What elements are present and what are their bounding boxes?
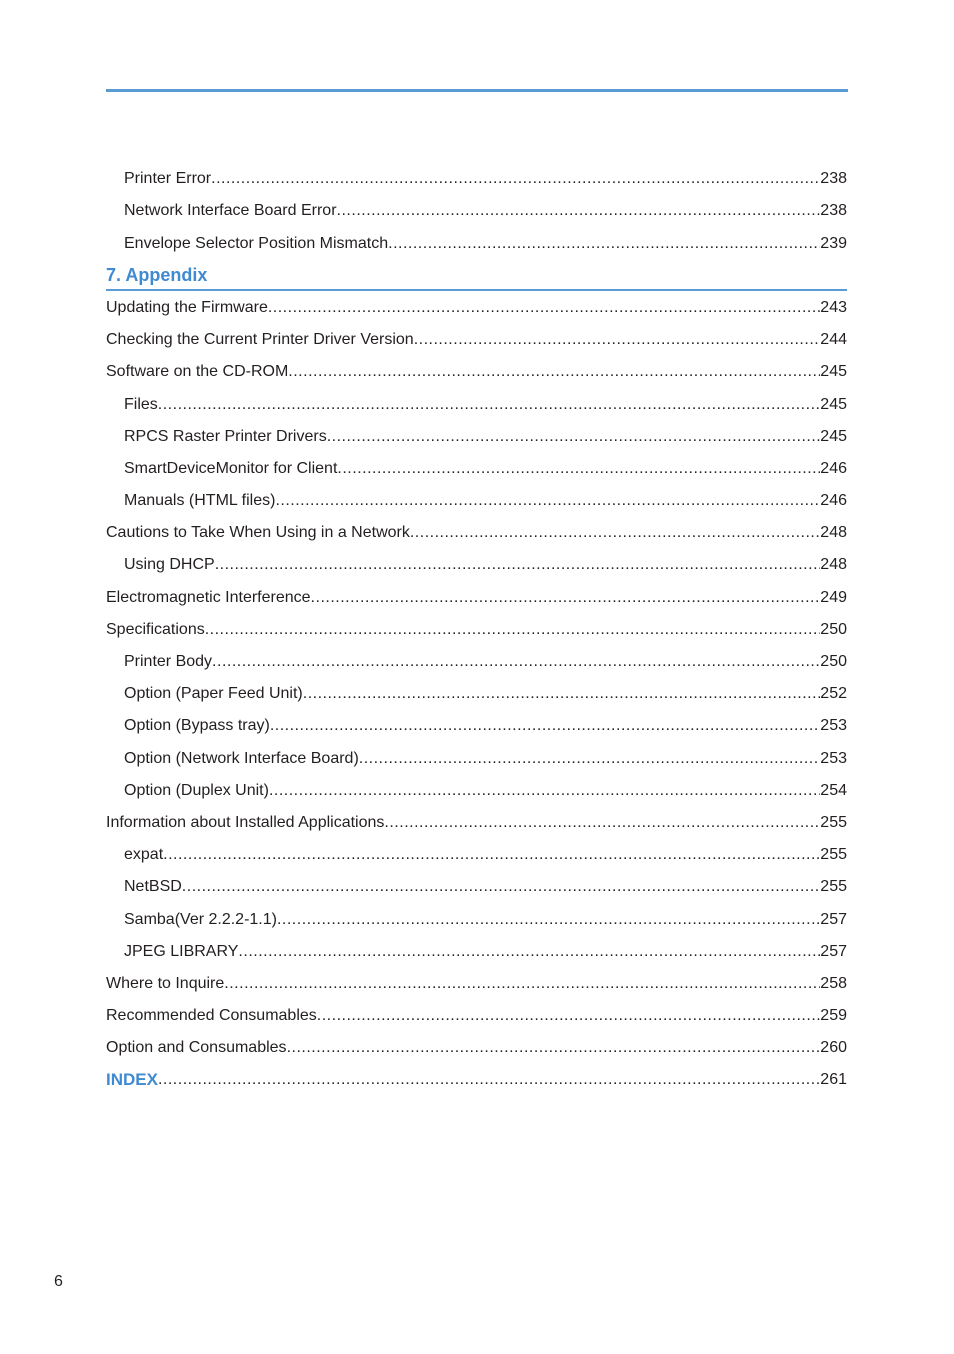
dot-leader bbox=[317, 1006, 821, 1028]
dot-leader bbox=[268, 298, 820, 320]
toc-entry-page: 245 bbox=[820, 363, 847, 381]
toc-entry-page: 239 bbox=[820, 234, 847, 252]
dot-leader bbox=[288, 362, 820, 384]
dot-leader bbox=[414, 330, 821, 352]
dot-leader bbox=[337, 201, 821, 223]
toc-entry[interactable] bbox=[106, 449, 847, 481]
dot-leader bbox=[277, 910, 820, 932]
toc-section-after-heading bbox=[106, 288, 847, 1061]
toc-entry[interactable] bbox=[106, 642, 847, 674]
dot-leader bbox=[327, 427, 821, 449]
page-number: 6 bbox=[54, 1273, 63, 1290]
toc-entry-page: 252 bbox=[820, 685, 847, 703]
dot-leader bbox=[269, 781, 820, 803]
toc-entry-label: Software on the CD-ROM bbox=[106, 363, 289, 381]
toc-entry-label: Option and Consumables bbox=[106, 1039, 287, 1057]
toc-entry-label: Manuals (HTML files) bbox=[124, 492, 276, 510]
toc-entry[interactable] bbox=[106, 771, 847, 803]
table-of-contents bbox=[106, 159, 847, 1092]
toc-entry[interactable] bbox=[106, 996, 847, 1028]
dot-leader bbox=[211, 169, 820, 191]
toc-entry-label: Information about Installed Applications bbox=[106, 813, 385, 831]
dot-leader bbox=[270, 716, 820, 738]
dot-leader bbox=[410, 523, 820, 545]
toc-entry-label: Envelope Selector Position Mismatch bbox=[124, 234, 389, 252]
toc-entry-label: Samba(Ver 2.2.2-1.1) bbox=[124, 910, 277, 928]
toc-entry[interactable] bbox=[106, 674, 847, 706]
toc-entry[interactable] bbox=[106, 320, 847, 352]
toc-entry-page: 261 bbox=[820, 1071, 847, 1089]
dot-leader bbox=[384, 813, 820, 835]
chapter-heading[interactable] bbox=[106, 256, 847, 288]
toc-entry-label: Files bbox=[124, 395, 158, 413]
toc-entry-label: Option (Bypass tray) bbox=[124, 717, 270, 735]
toc-entry-page: 255 bbox=[820, 878, 847, 896]
toc-entry-page: 259 bbox=[820, 1007, 847, 1025]
toc-entry[interactable] bbox=[106, 577, 847, 609]
toc-entry[interactable] bbox=[106, 899, 847, 931]
toc-entry-index[interactable] bbox=[106, 1060, 847, 1092]
toc-entry-label: RPCS Raster Printer Drivers bbox=[124, 427, 327, 445]
toc-entry-label: Electromagnetic Interference bbox=[106, 588, 311, 606]
toc-entry-page: 253 bbox=[820, 717, 847, 735]
toc-entry-label: Recommended Consumables bbox=[106, 1007, 317, 1025]
toc-entry-page: 246 bbox=[820, 492, 847, 510]
toc-entry[interactable] bbox=[106, 288, 847, 320]
toc-entry-page: 253 bbox=[820, 749, 847, 767]
toc-entry[interactable] bbox=[106, 513, 847, 545]
toc-entry[interactable] bbox=[106, 867, 847, 899]
toc-entry-page: 254 bbox=[820, 781, 847, 799]
toc-entry-label: Option (Network Interface Board) bbox=[124, 749, 359, 767]
toc-entry-page: 255 bbox=[820, 846, 847, 864]
toc-entry[interactable] bbox=[106, 159, 847, 191]
toc-entry-label: Specifications bbox=[106, 620, 205, 638]
toc-entry[interactable] bbox=[106, 384, 847, 416]
toc-entry-page: 246 bbox=[820, 459, 847, 477]
toc-entry-page: 238 bbox=[820, 202, 847, 220]
toc-entry[interactable] bbox=[106, 932, 847, 964]
toc-entry-label: NetBSD bbox=[124, 878, 182, 896]
toc-entry-page: 248 bbox=[820, 556, 847, 574]
dot-leader bbox=[215, 555, 821, 577]
toc-entry[interactable] bbox=[106, 481, 847, 513]
toc-entry-page: 248 bbox=[820, 524, 847, 542]
toc-entry[interactable] bbox=[106, 706, 847, 738]
toc-entry-label: Using DHCP bbox=[124, 556, 215, 574]
dot-leader bbox=[163, 845, 820, 867]
toc-entry[interactable] bbox=[106, 803, 847, 835]
toc-entry-page: 250 bbox=[820, 653, 847, 670]
toc-entry-page: 257 bbox=[820, 942, 847, 960]
toc-entry-page: 245 bbox=[820, 427, 847, 445]
dot-leader bbox=[238, 942, 820, 964]
toc-section-before-heading bbox=[106, 159, 847, 256]
toc-entry-page: 260 bbox=[820, 1039, 847, 1057]
dot-leader bbox=[303, 684, 821, 706]
toc-entry-label: Cautions to Take When Using in a Network bbox=[106, 524, 410, 542]
toc-entry-label: Updating the Firmware bbox=[106, 298, 268, 316]
toc-entry[interactable] bbox=[106, 545, 847, 577]
dot-leader bbox=[359, 749, 821, 771]
header-rule bbox=[106, 89, 848, 92]
toc-entry-label: Printer Body bbox=[124, 653, 213, 670]
toc-entry[interactable] bbox=[106, 738, 847, 770]
dot-leader bbox=[337, 459, 820, 481]
toc-entry-page: 238 bbox=[820, 170, 847, 188]
dot-leader bbox=[287, 1038, 821, 1060]
toc-entry[interactable] bbox=[106, 417, 847, 449]
toc-entry-label: Network Interface Board Error bbox=[124, 202, 337, 220]
dot-leader bbox=[311, 588, 821, 610]
toc-entry-page: 257 bbox=[820, 910, 847, 928]
chapter-heading-rule bbox=[106, 289, 847, 291]
dot-leader bbox=[158, 395, 821, 417]
toc-entry-label: INDEX bbox=[106, 1070, 158, 1090]
dot-leader bbox=[182, 877, 821, 899]
toc-entry-label: expat bbox=[124, 846, 164, 864]
toc-entry-page: 245 bbox=[820, 395, 847, 413]
toc-entry-label: Printer Error bbox=[124, 170, 212, 188]
toc-entry-page: 249 bbox=[820, 588, 847, 606]
toc-entry-page: 244 bbox=[820, 331, 847, 349]
toc-entry-label: Option (Paper Feed Unit) bbox=[124, 685, 303, 703]
dot-leader bbox=[388, 234, 820, 256]
toc-entry-label: Option (Duplex Unit) bbox=[124, 781, 269, 799]
chapter-heading-text: 7. Appendix bbox=[106, 264, 208, 285]
dot-leader bbox=[212, 652, 820, 674]
dot-leader bbox=[158, 1070, 820, 1092]
toc-entry[interactable] bbox=[106, 964, 847, 996]
toc-entry-page: 250 bbox=[820, 620, 847, 638]
toc-entry[interactable] bbox=[106, 835, 847, 867]
toc-entry[interactable] bbox=[106, 352, 847, 384]
toc-entry-page: 255 bbox=[820, 813, 847, 831]
toc-entry-page: 258 bbox=[820, 974, 847, 992]
dot-leader bbox=[224, 974, 820, 996]
toc-entry[interactable] bbox=[106, 223, 847, 255]
toc-entry-label: SmartDeviceMonitor for Client bbox=[124, 459, 338, 477]
dot-leader bbox=[275, 491, 820, 513]
toc-entry[interactable] bbox=[106, 1028, 847, 1060]
toc-entry[interactable] bbox=[106, 610, 847, 642]
toc-entry-label: Checking the Current Printer Driver Version bbox=[106, 331, 414, 349]
toc-entry-label: Where to Inquire bbox=[106, 974, 225, 992]
toc-entry-label: JPEG LIBRARY bbox=[124, 942, 239, 960]
toc-entry-page: 243 bbox=[820, 298, 847, 316]
dot-leader bbox=[205, 620, 821, 642]
toc-entry[interactable] bbox=[106, 191, 847, 223]
